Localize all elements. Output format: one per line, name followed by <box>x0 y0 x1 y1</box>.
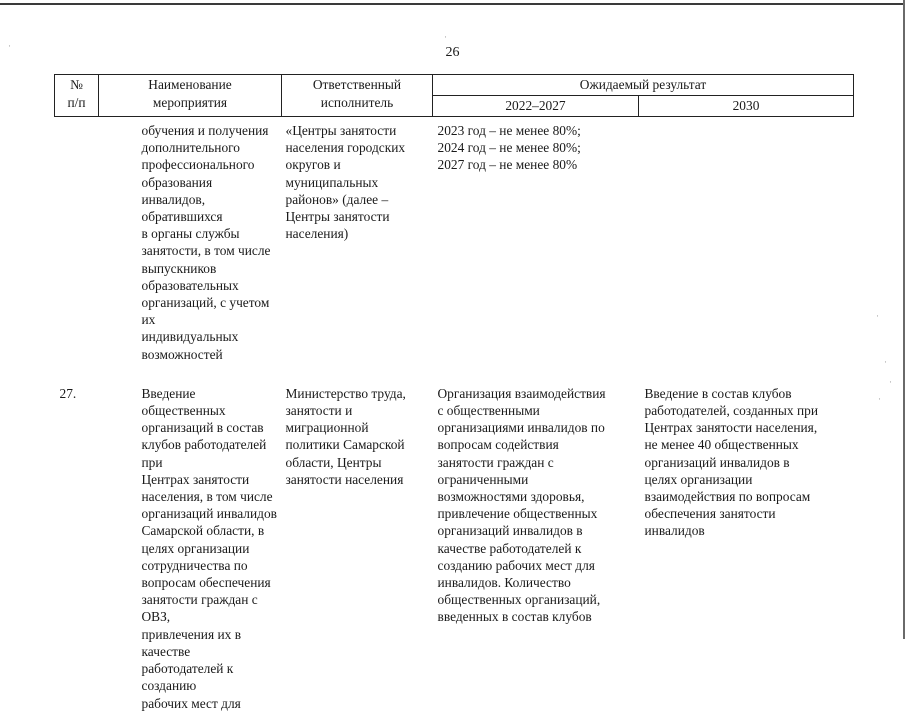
scan-speck: · <box>889 377 892 387</box>
row-responsible: «Центры занятости населения городских округов и муниципальных районов» (далее – Центры занятости населения) <box>285 123 406 242</box>
scan-speck: · <box>884 357 887 367</box>
header-name: Наименование мероприятия <box>99 75 282 117</box>
row-num: 27. <box>59 385 77 401</box>
row-result-2030: Введение в состав клубов работодателей, созданных при Центрах занятости населения, не менее 40 общественных организаций инвалидов в целях организации взаимодействия по вопросам обеспечения занятости инвалидов <box>644 385 818 539</box>
header-period-2022-2027: 2022–2027 <box>433 96 639 117</box>
row-result-2022-2027: 2023 год – не менее 80%; 2024 год – не менее 80%; 2027 год – не менее 80% <box>437 123 581 173</box>
scan-speck: · <box>8 41 11 51</box>
action-plan-table <box>54 74 854 712</box>
row-result-2022-2027: Организация взаимодействия с общественными организациями инвалидов по вопросам содействия занятости граждан с ограниченными возможностями здоровья, привлечение общественных организаций инвалидов в качестве работодателей к созданию рабочих мест для инвалидов. Количество общественных организаций, введенных в состав клубов <box>437 385 606 625</box>
header-period-2030: 2030 <box>639 96 854 117</box>
scan-speck: · <box>876 311 879 321</box>
row-num <box>55 117 99 363</box>
scan-speck: · <box>878 394 881 404</box>
header-responsible: Ответственный исполнитель <box>282 75 433 117</box>
header-num: № п/п <box>55 75 99 117</box>
row-name: обучения и получения дополнительного профессионального образования инвалидов, обратившихся в органы службы занятости, в том числе выпускников образовательных организаций, с учетом их индивидуальных возможностей <box>141 123 271 362</box>
scan-speck: · <box>444 32 447 42</box>
scan-edge-top <box>0 3 905 5</box>
table-header <box>55 75 854 117</box>
row-responsible: Министерство труда, занятости и миграционной политики Самарской области, Центры занятости населения <box>285 385 406 487</box>
row-name: Введение общественных организаций в состав клубов работодателей при Центрах занятости населения, в том числе организаций инвалидов Самарской области, в целях организации сотрудничества по вопросам обеспечения занятости граждан с ОВЗ, привлечения их в качестве работодателей к созданию рабочих мест для <box>141 385 277 711</box>
header-row-top <box>55 75 854 96</box>
table-row <box>55 363 854 712</box>
page-number: 26 <box>445 45 460 60</box>
header-expected-result: Ожидаемый результат <box>433 75 854 96</box>
row-result-2030 <box>639 117 854 363</box>
table-row <box>55 117 854 363</box>
